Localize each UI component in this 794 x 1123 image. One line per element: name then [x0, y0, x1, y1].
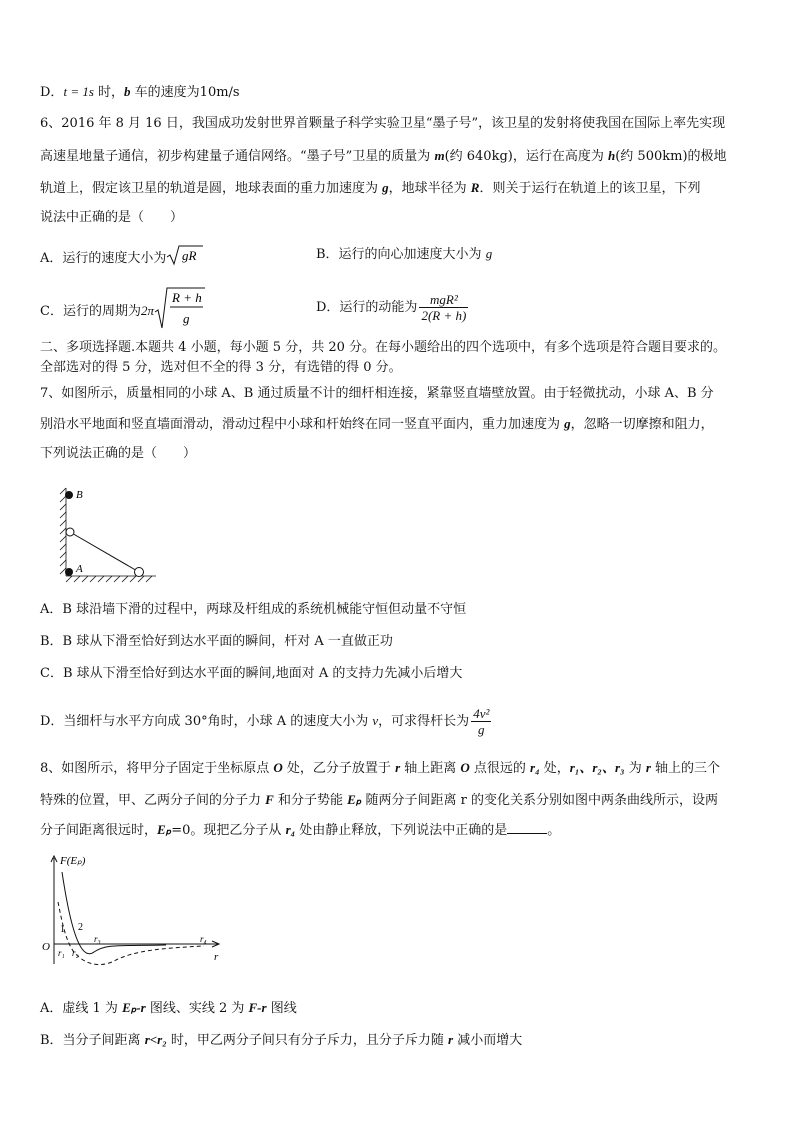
- fraction-denominator: g: [182, 311, 190, 326]
- section-heading-line1: 二、多项选择题.本题共 4 小题，每小题 5 分，共 20 分。在每小题给出的四个选项中，有多个选项是符合题目要求的。: [40, 340, 727, 355]
- q7-option-a: A．B 球沿墙下滑的过程中，两球及杆组成的系统机械能守恒但动量不守恒: [40, 602, 467, 617]
- text-seg: =0。现把乙分子从: [171, 823, 286, 838]
- q7-stem-line2: [40, 414, 714, 435]
- q8-option-b: [40, 1030, 522, 1051]
- text-seg: 处，乙分子放置于: [282, 761, 396, 776]
- q6-option-d: [316, 292, 470, 323]
- option-text: A．运行的速度大小为: [40, 251, 167, 266]
- text-seg: ，地球半径为: [388, 181, 471, 196]
- text-seg: 为: [624, 761, 646, 776]
- label-a: A: [76, 563, 83, 575]
- option-label: D．: [40, 85, 64, 100]
- ball-a-corner: [65, 568, 73, 576]
- q8-stem-line2: [40, 790, 718, 811]
- text-seg: D．当细杆与水平方向成 30°角时，小球 A 的速度大小为: [40, 714, 373, 729]
- var-h: h: [607, 148, 616, 163]
- label-b: B: [76, 489, 83, 501]
- curve-label-1: 1: [60, 924, 65, 935]
- origin-label: O: [42, 941, 50, 953]
- curve-label-2: 2: [78, 922, 83, 933]
- fraction-numerator: 4v²: [473, 706, 490, 721]
- var-r: r: [645, 760, 651, 775]
- var-R: R: [470, 180, 480, 195]
- q8-option-a: [40, 998, 297, 1019]
- q8-figure: [36, 852, 226, 976]
- r1-label: r₁: [58, 948, 65, 958]
- text-seg: 车的速度为10m/s: [130, 85, 240, 100]
- var-Ep: Eₚ: [347, 792, 362, 807]
- var-cond: r<r₂: [144, 1032, 167, 1047]
- text-seg: 别沿水平地面和竖直墙面滑动，滑动过程中小球和杆始终在同一竖直平面内，重力加速度为: [40, 417, 565, 432]
- text-seg: 时，: [93, 85, 125, 100]
- text-seg: 8、如图所示，将甲分子固定于坐标原点: [40, 761, 274, 776]
- ball-a: [135, 568, 144, 577]
- q6-stem-line1: 6、2016 年 8 月 16 日，我国成功发射世界首颗量子科学实验卫星“墨子号”，该卫星的发射将使我国在国际上率先实现: [40, 116, 726, 131]
- var-r: r: [448, 1032, 454, 1047]
- var-O: O: [460, 760, 470, 775]
- var-r123: r₁、r₂、r₃: [569, 760, 625, 775]
- q7-stem-line3: 下列说法正确的是（ ）: [40, 446, 197, 461]
- text-seg: 。: [547, 823, 561, 838]
- x-label: r: [214, 951, 219, 963]
- fraction-numerator: R + h: [171, 290, 202, 305]
- r3-label: r₃: [94, 934, 101, 944]
- var-b: b: [124, 84, 131, 99]
- text-seg: ，可求得杆长为: [378, 714, 470, 729]
- sqrt-radicand: gR: [182, 248, 197, 263]
- q6-option-b: [316, 244, 492, 265]
- time-eq: = 1s: [67, 84, 94, 99]
- text-seg: 和分子势能: [273, 793, 348, 808]
- text-seg: 分子间距离很远时，: [40, 823, 158, 838]
- var-g: g: [564, 416, 571, 431]
- option-text: B．运行的向心加速度大小为: [316, 247, 486, 262]
- text-seg: 处由静止释放，下列说法中正确的是: [295, 823, 508, 838]
- section-heading-line2: 全部选对的得 5 分，选对但不全的得 3 分，有选错的得 0 分。: [40, 360, 402, 375]
- text-seg: 轨道上，假定该卫星的轨道是圆，地球表面的重力加速度为: [40, 181, 383, 196]
- var-r4: r₄: [285, 822, 296, 837]
- q5-option-d: [40, 82, 240, 103]
- q6-stem-line4: 说法中正确的是（ ）: [40, 210, 184, 225]
- text-seg: 轴上距离: [400, 761, 461, 776]
- curve-dashed-1: [58, 902, 204, 965]
- fraction-numerator: mgR²: [419, 292, 468, 308]
- q6-option-a: [40, 244, 204, 273]
- text-seg: 轴上的三个: [650, 761, 721, 776]
- text-seg: 图线、实线 2 为: [145, 1001, 249, 1016]
- ball-b-top: [65, 491, 73, 499]
- var-O: O: [273, 760, 283, 775]
- r4-label: r₄: [200, 934, 207, 944]
- text-seg: 图线: [266, 1001, 297, 1016]
- var-v: v: [372, 713, 379, 728]
- q6-stem-line2: [40, 146, 727, 167]
- option-text: C．运行的周期为: [40, 304, 141, 319]
- text-seg: ．则关于运行在轨道上的该卫星，下列: [479, 181, 701, 196]
- q7-option-c: C．B 球从下滑至恰好到达水平面的瞬间,地面对 A 的支持力先减小后增大: [40, 666, 463, 681]
- text-seg: 减小而增大: [453, 1033, 523, 1048]
- var-F: F: [265, 792, 274, 807]
- q6-stem-line3: [40, 178, 700, 199]
- q8-stem-line3: [40, 820, 560, 841]
- sqrt-fraction: [154, 286, 206, 337]
- text-seg: 特殊的位置，甲、乙两分子间的分子力: [40, 793, 266, 808]
- q7-stem-line1: 7、如图所示，质量相同的小球 A、B 通过质量不计的细杆相连接，紧靠竖直墙壁放置。由于轻微扰动，小球 A、B 分: [40, 386, 714, 401]
- fraction: [471, 706, 491, 737]
- two-pi: 2π: [140, 303, 154, 318]
- fraction: [419, 292, 468, 323]
- var-f-r: F-r: [248, 1000, 267, 1015]
- q7-option-b: B．B 球从下滑至恰好到达水平面的瞬间，杆对 A 一直做正功: [40, 634, 393, 649]
- var-m: m: [434, 148, 445, 163]
- text-seg: 处，: [539, 761, 570, 776]
- sqrt-symbol: [166, 244, 204, 273]
- wall-hatch: [60, 488, 66, 576]
- var-r4: r₄: [530, 760, 540, 775]
- var-t: t: [63, 84, 68, 99]
- text-seg: 随两分子间距离 r 的变化关系分别如图中两条曲线所示，设两: [361, 793, 718, 808]
- var-Ep: Eₚ: [157, 822, 172, 837]
- option-text: D．运行的动能为: [316, 300, 418, 315]
- floor-hatch: [66, 576, 156, 582]
- q8-stem-line1: [40, 758, 720, 779]
- text-seg: 时，甲乙两分子间只有分子斥力，且分子斥力随: [166, 1033, 449, 1048]
- var-r: r: [395, 760, 401, 775]
- ball-b: [66, 528, 74, 536]
- r2-label: r₂: [72, 948, 79, 958]
- text-seg: A．虚线 1 为: [40, 1001, 123, 1016]
- text-seg: 高速星地量子通信，初步构建量子通信网络。“墨子号”卫星的质量为: [40, 149, 435, 164]
- q7-option-d: [40, 706, 493, 737]
- q6-option-c: [40, 286, 206, 337]
- text-seg: (约 500km)的极地: [615, 149, 727, 164]
- text-seg: (约 640kg)，运行在高度为: [444, 149, 608, 164]
- var-ep-r: Eₚ-r: [122, 1000, 146, 1015]
- text-seg: 点很远的: [469, 761, 531, 776]
- text-seg: ，忽略一切摩擦和阻力，: [570, 417, 714, 432]
- q7-figure: [52, 484, 162, 588]
- y-label: F(Eₚ): [60, 855, 86, 867]
- var-g: g: [382, 180, 389, 195]
- var-g: g: [485, 246, 493, 261]
- answer-blank: [507, 821, 547, 834]
- fraction-denominator: 2(R + h): [421, 308, 467, 323]
- curve-solid-2: [62, 872, 166, 954]
- fraction-denominator: g: [478, 722, 485, 737]
- text-seg: B．当分子间距离: [40, 1033, 145, 1048]
